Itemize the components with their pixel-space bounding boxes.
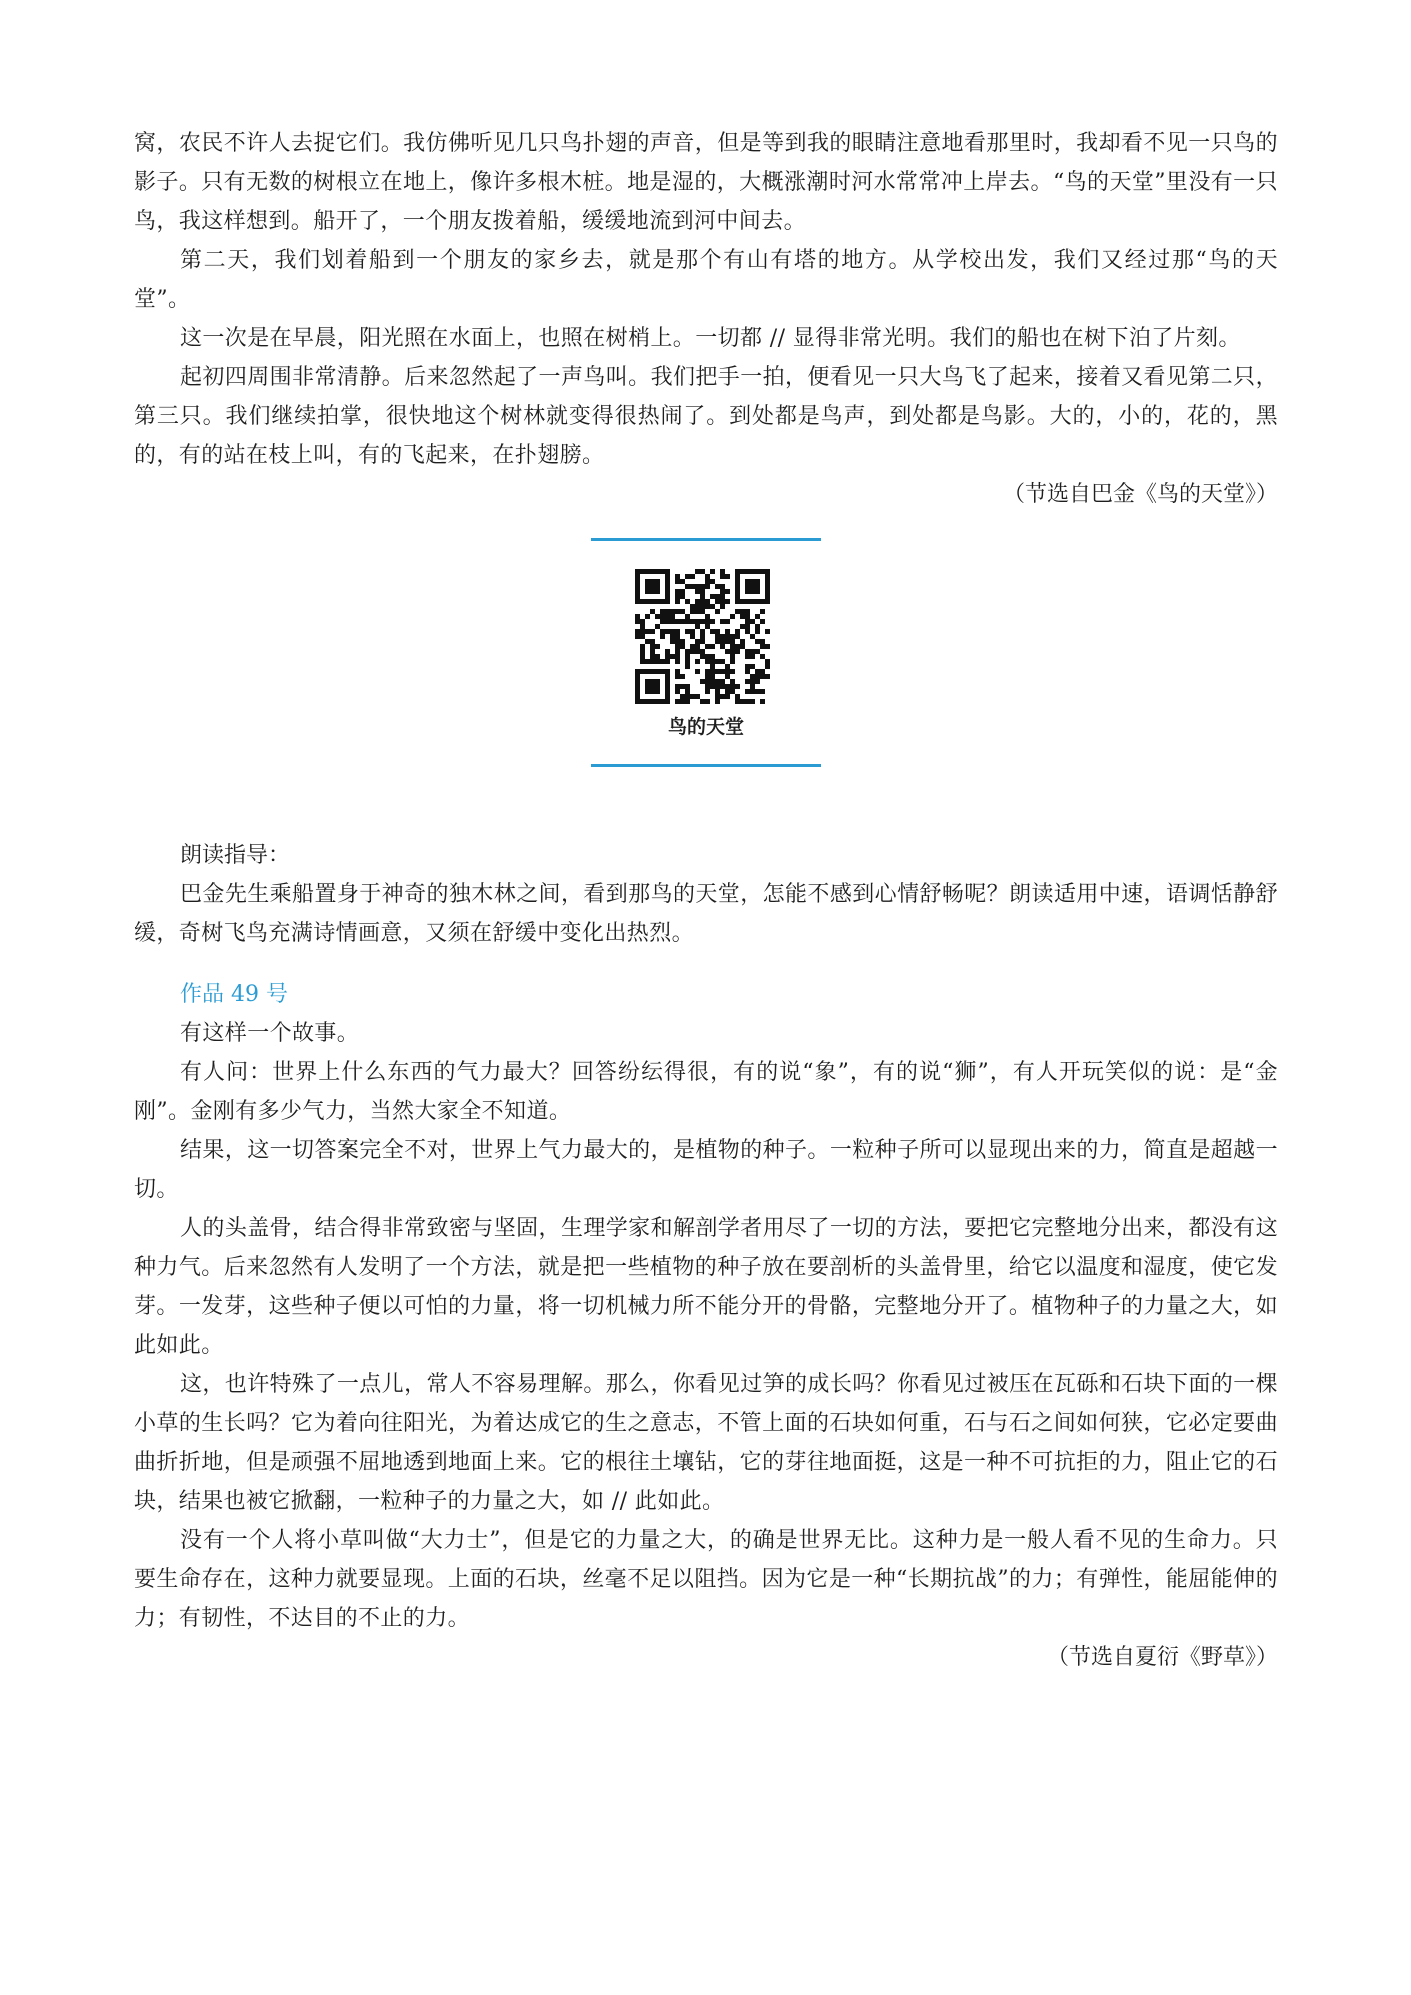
passage-paragraph: 这一次是在早晨，阳光照在水面上，也照在树梢上。一切都 // 显得非常光明。我们的船也在树下泊了片刻。 [180,326,1241,351]
passage-paragraph: 窝，农民不许人去捉它们。我仿佛听见几只鸟扑翅的声音，但是等到我的眼睛注意地看那里时，我却看不见一只鸟的影子。只有无数的树根立在地上，像许多根木桩。地是湿的，大概涨潮时河水常常冲上岸去。“鸟的天堂”里没有一只鸟，我这样想到。船开了，一个朋友拨着船，缓缓地流到河中间去。 [134,131,1278,234]
passage-paragraph: 有人问：世界上什么东西的气力最大？回答纷纭得很，有的说“象”，有的说“狮”，有人开玩笑似的说：是“金刚”。金刚有多少气力，当然大家全不知道。 [134,1060,1278,1124]
qr-caption: 鸟的天堂 [667,716,744,738]
passage-paragraph: 第二天，我们划着船到一个朋友的家乡去，就是那个有山有塔的地方。从学校出发，我们又经过那“鸟的天堂”。 [134,248,1278,312]
audio-qr-block [134,514,1278,836]
qr-code-icon[interactable] [635,569,770,704]
reading-guide-label: 朗读指导： [180,843,291,868]
passage-source: （节选自夏衍《野草》） [1046,1645,1278,1670]
passage-paragraph: 有这样一个故事。 [180,1021,360,1046]
divider [591,764,821,767]
passage-paragraph: 起初四周围非常清静。后来忽然起了一声鸟叫。我们把手一拍，便看见一只大鸟飞了起来，接着又看见第二只，第三只。我们继续拍掌，很快地这个树林就变得很热闹了。到处都是鸟声，到处都是鸟影。大的，小的，花的，黑的，有的站在枝上叫，有的飞起来，在扑翅膀。 [134,365,1278,468]
passage-paragraph: 结果，这一切答案完全不对，世界上气力最大的，是植物的种子。一粒种子所可以显现出来的力，简直是超越一切。 [134,1138,1278,1202]
passage-paragraph: 人的头盖骨，结合得非常致密与坚固，生理学家和解剖学者用尽了一切的方法，要把它完整地分出来，都没有这种力气。后来忽然有人发明了一个方法，就是把一些植物的种子放在要剖析的头盖骨里，给它以温度和湿度，使它发芽。一发芽，这些种子便以可怕的力量，将一切机械力所不能分开的骨骼，完整地分开了。植物种子的力量之大，如此如此。 [134,1216,1278,1358]
passage-paragraph: 没有一个人将小草叫做“大力士”，但是它的力量之大，的确是世界无比。这种力是一般人看不见的生命力。只要生命存在，这种力就要显现。上面的石块，丝毫不足以阻挡。因为它是一种“长期抗战”的力；有弹性，能屈能伸的力；有韧性，不达目的不止的力。 [134,1528,1278,1631]
page-content [134,124,1278,1677]
passage-paragraph: 这，也许特殊了一点儿，常人不容易理解。那么，你看见过笋的成长吗？你看见过被压在瓦砾和石块下面的一棵小草的生长吗？它为着向往阳光，为着达成它的生之意志，不管上面的石块如何重，石与石之间如何狭，它必定要曲曲折折地，但是顽强不屈地透到地面上来。它的根往土壤钻，它的芽往地面挺，这是一种不可抗拒的力，阻止它的石块，结果也被它掀翻，一粒种子的力量之大，如 // 此如此。 [134,1372,1278,1514]
divider [591,538,821,541]
reading-guide-text: 巴金先生乘船置身于神奇的独木林之间，看到那鸟的天堂，怎能不感到心情舒畅呢？朗读适用中速，语调恬静舒缓，奇树飞鸟充满诗情画意，又须在舒缓中变化出热烈。 [134,882,1278,946]
work-title: 作品 49 号 [180,982,288,1007]
passage-source: （节选自巴金《鸟的天堂》） [1002,482,1278,507]
